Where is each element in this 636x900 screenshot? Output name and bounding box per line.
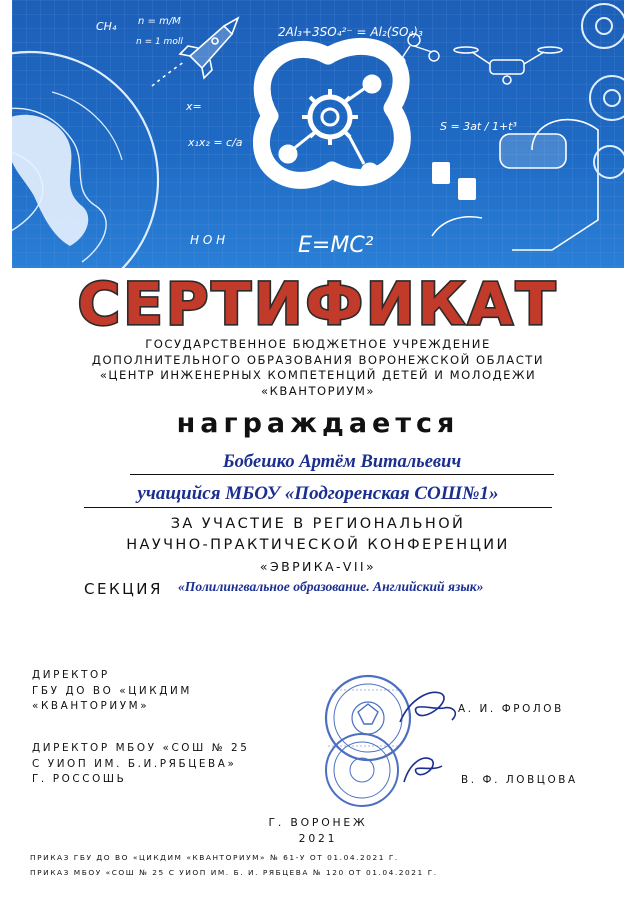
stamp-outer-ring-2 <box>326 734 398 806</box>
blueprint-header <box>12 0 624 268</box>
formula-chem: 2Al₃+3SO₄²⁻ = Al₂(SO₄)₃ <box>278 25 423 39</box>
formula-n-ratio: n = m/M <box>138 16 181 27</box>
certificate-title-text: СЕРТИФИКАТ <box>77 270 559 338</box>
organization-line-2: ДОПОЛНИТЕЛЬНОГО ОБРАЗОВАНИЯ ВОРОНЕЖСКОЙ ОБЛАСТИ <box>91 352 545 367</box>
participation-line-1: ЗА УЧАСТИЕ В РЕГИОНАЛЬНОЙ <box>170 516 466 532</box>
official-stamps <box>292 668 468 808</box>
organization-block <box>30 337 606 399</box>
recipient-school-underline <box>84 507 552 508</box>
formula-atoms: H O H <box>190 233 226 247</box>
blueprint-illustration <box>12 0 624 268</box>
recipient-school: учащийся МБОУ «Подгоренская СОШ№1» <box>137 483 499 504</box>
city: Г. ВОРОНЕЖ <box>268 816 368 829</box>
first-signatory-line-3: «КВАНТОРИУМ» <box>32 700 150 712</box>
stamp-outer-ring-1 <box>326 676 410 760</box>
first-signatory-name: А. И. ФРОЛОВ <box>458 703 564 715</box>
first-signatory-title <box>32 668 192 715</box>
formula-vieta: x₁x₂ = c/a <box>188 136 243 149</box>
place-block <box>200 815 436 847</box>
conference-name: «ЭВРИКА-VII» <box>259 559 377 574</box>
recipient-name: Бобешко Артём Витальевич <box>222 452 462 472</box>
recipient-name-line <box>130 452 554 476</box>
first-signatory-line-2: ГБУ ДО ВО «ЦИКДИМ <box>32 684 192 697</box>
awarded-heading: награждается <box>176 408 460 439</box>
section-row <box>84 578 594 602</box>
second-signatory-title <box>32 741 249 788</box>
certificate-title <box>60 268 576 338</box>
first-signatory-line-1: ДИРЕКТОР <box>32 669 110 681</box>
organization-line-3: «ЦЕНТР ИНЖЕНЕРНЫХ КОМПЕТЕНЦИЙ ДЕТЕЙ И МОЛОДЕЖИ <box>99 368 537 382</box>
order-line-1: ПРИКАЗ ГБУ ДО ВО «ЦИКДИМ «КВАНТОРИУМ» № 61-У ОТ 01.04.2021 Г. <box>30 853 399 862</box>
recipient-name-underline <box>130 474 554 475</box>
participation-line-2: НАУЧНО-ПРАКТИЧЕСКОЙ КОНФЕРЕНЦИИ <box>126 537 510 553</box>
formula-frac: S = 3at / 1+t³ <box>440 120 517 133</box>
section-value: «Полилингвальное образование. Английский язык» <box>178 579 484 594</box>
second-signatory-name: В. Ф. ЛОВЦОВА <box>461 774 578 786</box>
formula-ch4: CH₄ <box>96 20 117 33</box>
year: 2021 <box>298 832 338 845</box>
formula-emc2: E=MC² <box>298 233 374 258</box>
organization-line-4: «КВАНТОРИУМ» <box>261 383 375 398</box>
second-signatory-line-1: ДИРЕКТОР МБОУ «СОШ № 25 <box>32 742 250 754</box>
section-label: СЕКЦИЯ <box>84 580 163 598</box>
second-signatory-line-2: С УИОП ИМ. Б.И.РЯБЦЕВА» <box>32 757 237 770</box>
organization-line-1: ГОСУДАРСТВЕННОЕ БЮДЖЕТНОЕ УЧРЕЖДЕНИЕ <box>145 337 491 351</box>
recipient-school-line <box>84 483 552 509</box>
second-signatory-line-3: Г. РОССОШЬ <box>32 773 127 785</box>
formula-n-moll: n = 1 moll <box>136 37 183 47</box>
participation-block <box>40 514 596 577</box>
order-line-2: ПРИКАЗ МБОУ «СОШ № 25 С УИОП ИМ. Б. И. РЯБЦЕВА № 120 ОТ 01.04.2021 Г. <box>30 868 438 877</box>
formula-sqrt: x= <box>186 100 202 113</box>
